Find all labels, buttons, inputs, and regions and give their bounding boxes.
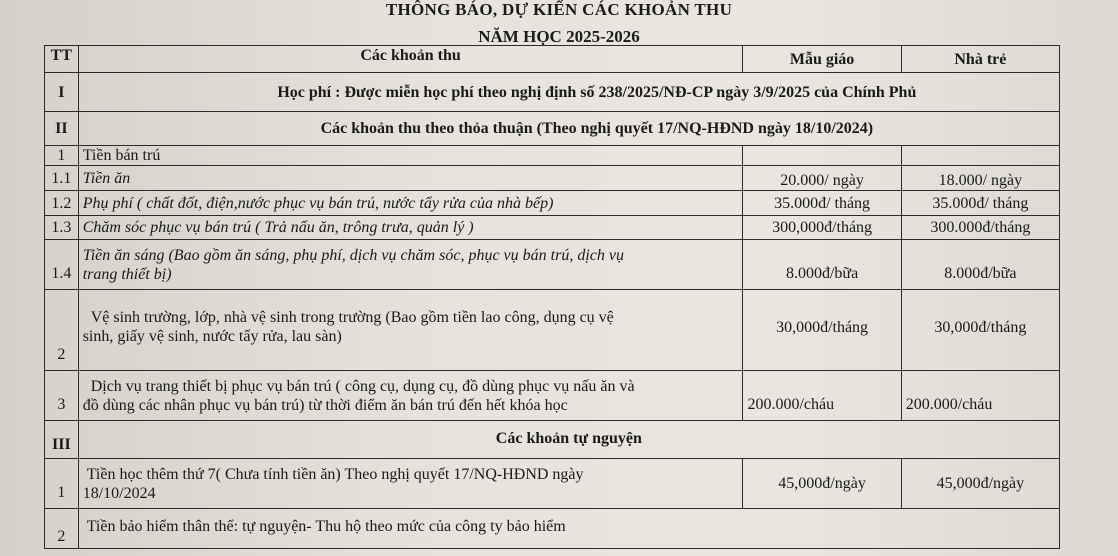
header-nursery: Nhà trẻ bbox=[901, 46, 1059, 73]
table-row bbox=[45, 459, 1060, 509]
table-row bbox=[45, 73, 1060, 112]
table-row bbox=[45, 509, 1060, 549]
row-text-line2: trang thiết bị) bbox=[82, 265, 172, 283]
row-text-line2: 18/10/2024 bbox=[82, 484, 156, 502]
document-title: THÔNG BÁO, DỰ KIẾN CÁC KHOẢN THU bbox=[385, 0, 733, 19]
table-row bbox=[45, 290, 1060, 371]
row-tt: 2 bbox=[45, 509, 79, 549]
row-text: Các khoản thu theo thỏa thuận (Theo nghị quyết 17/NQ-HĐND ngày 18/10/2024) bbox=[78, 112, 1059, 146]
row-tt: 1 bbox=[45, 459, 79, 509]
row-text-line2: sinh, giấy vệ sinh, nước tẩy rửa, lau sàn) bbox=[82, 328, 342, 345]
row-text-line1: Vệ sinh trường, lớp, nhà vệ sinh trong trường (Bao gồm tiền lao công, dụng cụ vệ bbox=[90, 309, 614, 326]
row-mg: 20.000/ ngày bbox=[743, 166, 901, 191]
row-mg: 300,000đ/tháng bbox=[743, 216, 901, 240]
table-row bbox=[45, 421, 1060, 459]
row-text: Phụ phí ( chất đốt, điện,nước phục vụ bán trú, nước tẩy rửa của nhà bếp) bbox=[78, 191, 743, 216]
row-text: Học phí : Được miễn học phí theo nghị định số 238/2025/NĐ-CP ngày 3/9/2025 của Chính Phủ bbox=[78, 73, 1059, 112]
row-tt: 1 bbox=[45, 146, 79, 166]
row-tt: I bbox=[45, 73, 79, 112]
table-row bbox=[45, 166, 1060, 191]
row-text-line1: Tiền ăn sáng (Bao gồm ăn sáng, phụ phí, dịch vụ chăm sóc, phục vụ bán trú, dịch vụ bbox=[82, 246, 624, 264]
row-text bbox=[78, 290, 743, 371]
row-text bbox=[78, 459, 743, 509]
header-kindergarten: Mẫu giáo bbox=[743, 46, 901, 73]
row-tt: 1.1 bbox=[45, 166, 79, 191]
row-mg: 200.000/cháu bbox=[743, 371, 901, 421]
row-tt: 1.3 bbox=[45, 216, 79, 240]
row-tt: II bbox=[45, 112, 79, 146]
row-mg: 8.000đ/bữa bbox=[743, 240, 901, 290]
row-mg: 45,000đ/ngày bbox=[743, 459, 901, 509]
table-row bbox=[45, 146, 1060, 166]
row-text-line1: Tiền học thêm thứ 7( Chưa tính tiền ăn) Theo nghị quyết 17/NQ-HĐND ngày bbox=[86, 465, 584, 483]
row-mg bbox=[743, 146, 901, 166]
row-tt: 1.4 bbox=[45, 240, 79, 290]
row-tt: III bbox=[45, 421, 79, 459]
table-row bbox=[45, 371, 1060, 421]
table-header-row bbox=[45, 46, 1060, 73]
row-text-line1: Dịch vụ trang thiết bị phục vụ bán trú ( công cụ, dụng cụ, đồ dùng phục vụ nấu ăn và bbox=[90, 377, 635, 395]
row-tt: 1.2 bbox=[45, 191, 79, 216]
table-row bbox=[45, 216, 1060, 240]
row-text bbox=[78, 371, 743, 421]
row-nt: 300.000đ/tháng bbox=[901, 216, 1059, 240]
row-text: Tiền bán trú bbox=[78, 146, 743, 166]
header-tt: TT bbox=[45, 46, 79, 73]
row-text bbox=[78, 240, 743, 290]
row-nt: 200.000/cháu bbox=[901, 371, 1059, 421]
row-nt: 30,000đ/tháng bbox=[901, 290, 1059, 371]
row-text: Các khoản tự nguyện bbox=[78, 421, 1059, 459]
row-text: Tiền bảo hiểm thân thể: tự nguyện- Thu hộ theo mức của công ty bảo hiểm bbox=[78, 509, 1059, 549]
table-row bbox=[45, 240, 1060, 290]
document-subtitle: NĂM HỌC 2025-2026 bbox=[478, 27, 640, 46]
row-tt: 2 bbox=[45, 290, 79, 371]
row-nt: 35.000đ/ tháng bbox=[901, 191, 1059, 216]
row-nt: 18.000/ ngày bbox=[901, 166, 1059, 191]
row-mg: 35.000đ/ tháng bbox=[743, 191, 901, 216]
row-text: Chăm sóc phục vụ bán trú ( Trả nấu ăn, trông trưa, quản lý ) bbox=[78, 216, 743, 240]
row-tt: 3 bbox=[45, 371, 79, 421]
fee-table bbox=[44, 45, 1060, 549]
row-nt: 45,000đ/ngày bbox=[901, 459, 1059, 509]
row-mg: 30,000đ/tháng bbox=[743, 290, 901, 371]
table-row bbox=[45, 112, 1060, 146]
row-text-line2: đồ dùng các nhân phục vụ bán trú) từ thời điểm ăn bán trú đến hết khóa học bbox=[82, 396, 568, 414]
table-row bbox=[45, 191, 1060, 216]
row-text: Tiền ăn bbox=[78, 166, 743, 191]
row-nt bbox=[901, 146, 1059, 166]
row-nt: 8.000đ/bữa bbox=[901, 240, 1059, 290]
header-items: Các khoản thu bbox=[78, 46, 743, 73]
